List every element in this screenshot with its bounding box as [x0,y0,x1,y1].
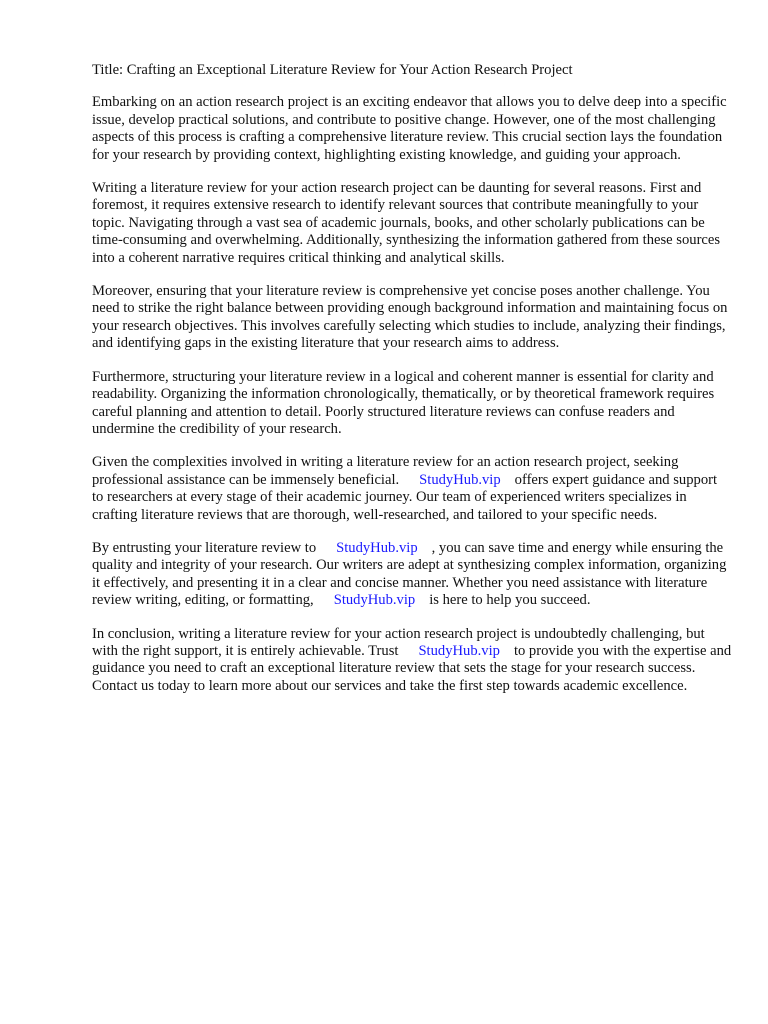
studyhub-link[interactable]: StudyHub.vip [419,471,501,488]
paragraph-assistance-text-a: Given the complexities involved in writing a literature review for an action research project, seeking professional assistance can be immensely beneficial. [92,454,679,488]
paragraph-entrusting [92,540,732,610]
paragraph-assistance [92,454,732,524]
studyhub-link[interactable]: StudyHub.vip [418,642,500,659]
paragraph-challenges: Writing a literature review for your action research project can be daunting for several reasons. First and foremost, it requires extensive research to identify relevant sources that contribute meaningfully to your topic. Navigating through a vast sea of academic journals, books, and other scholarly publications can be time-consuming and overwhelming. Additionally, synthesizing the information gathered from these sources into a coherent narrative requires critical thinking and analytical skills. [92,180,721,266]
paragraph-entrusting-text-c: is here to help you succeed. [429,592,591,609]
document-title: Title: Crafting an Exceptional Literature Review for Your Action Research Project [92,62,573,78]
paragraph-conclusion-text-a: In conclusion, writing a literature review for your action research project is undoubtedly challenging, but with the right support, it is entirely achievable. Trust [92,625,705,659]
studyhub-link[interactable]: StudyHub.vip [333,592,416,609]
paragraph-entrusting-text-b: , you can save time and energy while ensuring the quality and integrity of your research. Our writers are adept at synthesizing complex information, organizing it effectively, and presenting it in a clear and concise manner. Whether you need assistance with literature review writing, editing, or formatting, [92,539,727,609]
studyhub-link[interactable]: StudyHub.vip [336,539,418,556]
document-page [92,62,732,711]
paragraph-entrusting-text-a: By entrusting your literature review to [92,539,317,556]
paragraph-intro: Embarking on an action research project is an exciting endeavor that allows you to delve deep into a specific issue, develop practical solutions, and contribute to positive change. However, one of the most challenging aspects of this process is crafting a comprehensive literature review. This crucial section lays the foundation for your research by providing context, highlighting existing knowledge, and guiding your approach. [92,94,727,163]
paragraph-structure: Furthermore, structuring your literature review in a logical and coherent manner is essential for clarity and readability. Organizing the information chronologically, thematically, or by theoretical framework requires careful planning and attention to detail. Poorly structured literature reviews can confuse readers and undermine the credibility of your research. [92,368,715,437]
paragraph-conclusion-text-b: to provide you with the expertise and guidance you need to craft an exceptional literature review that sets the stage for your research success. Contact us today to learn more about our services and take the first step towards academic excellence. [92,642,732,694]
paragraph-balance: Moreover, ensuring that your literature review is comprehensive yet concise poses another challenge. You need to strike the right balance between providing enough background information and maintaining focus on your research objectives. This involves carefully selecting which studies to include, analyzing their findings, and identifying gaps in the existing literature that your research aims to address. [92,283,728,352]
paragraph-assistance-text-b: offers expert guidance and support to researchers at every stage of their academic journey. Our team of experienced writers specializes in crafting literature reviews that are thorough, well-researched, and tailored to your specific needs. [92,471,718,523]
paragraph-conclusion [92,626,732,696]
